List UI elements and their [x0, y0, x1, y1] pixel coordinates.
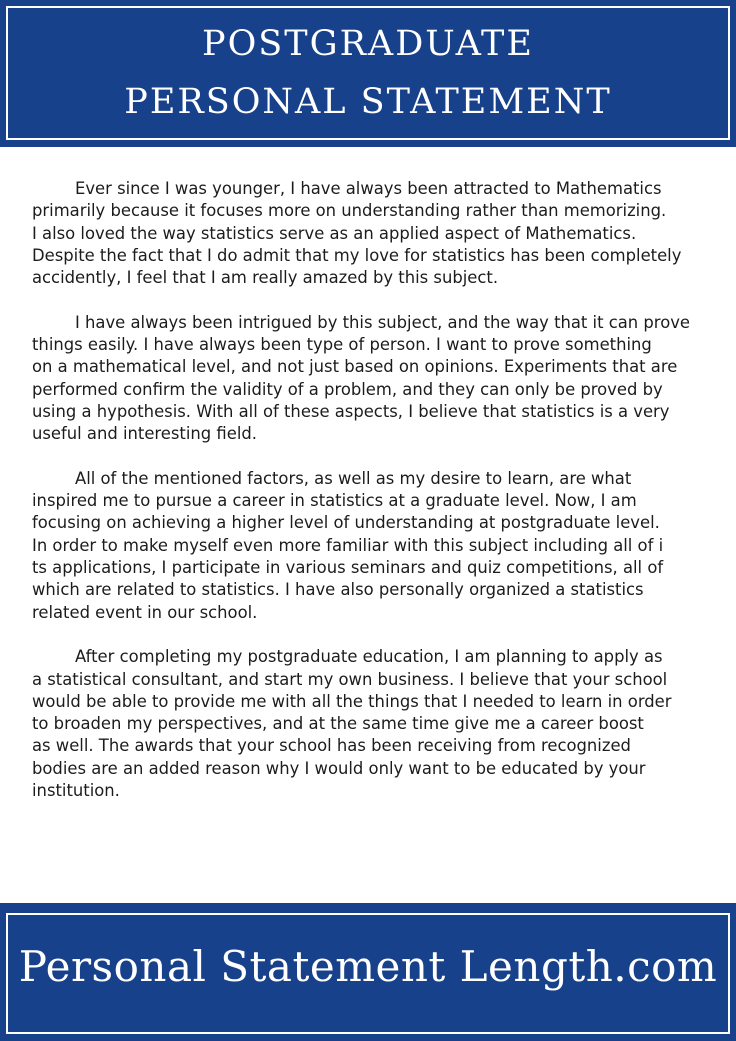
paragraph-line: Ever since I was younger, I have always been attracted to Mathematics [75, 179, 662, 198]
paragraph-line: useful and interesting field. [32, 424, 257, 444]
paragraph-line: to broaden my perspectives, and at the same time give me a career boost [32, 714, 644, 734]
page-title-line-2: PERSONAL STATEMENT [124, 82, 612, 122]
paragraph-line: focusing on achieving a higher level of understanding at postgraduate level. [32, 513, 660, 533]
paragraph-line: would be able to provide me with all the things that I needed to learn in order [32, 691, 672, 711]
paragraph-line: I also loved the way statistics serve as an applied aspect of Mathematics. [32, 223, 637, 243]
paragraph-line: bodies are an added reason why I would only want to be educated by your [32, 758, 646, 778]
paragraph-line: a statistical consultant, and start my own business. I believe that your school [32, 669, 668, 689]
paragraph-line: Despite the fact that I do admit that my love for statistics has been completely [32, 245, 682, 265]
paragraph-line: things easily. I have always been type of person. I want to prove something [32, 335, 652, 355]
header-banner [0, 0, 736, 147]
paragraph-3 [32, 468, 708, 624]
paragraph-line: performed confirm the validity of a problem, and they can only be proved by [32, 379, 663, 399]
paragraph-line: which are related to statistics. I have also personally organized a statistics [32, 580, 644, 600]
paragraph-line: In order to make myself even more familiar with this subject including all of i [32, 535, 664, 555]
paragraph-line: on a mathematical level, and not just based on opinions. Experiments that are [32, 357, 678, 377]
paragraph-line: I have always been intrigued by this subject, and the way that it can prove [75, 312, 691, 332]
paragraph-4 [32, 646, 708, 802]
site-name: Personal Statement Length.com [18, 942, 718, 991]
paragraph-line: ts applications, I participate in various seminars and quiz competitions, all of [32, 558, 664, 578]
paragraph-line: accidently, I feel that I am really amazed by this subject. [32, 268, 499, 288]
footer-banner [0, 903, 736, 1041]
paragraph-line: using a hypothesis. With all of these aspects, I believe that statistics is a very [32, 401, 670, 421]
paragraph-line: All of the mentioned factors, as well as my desire to learn, are what [75, 468, 632, 488]
paragraph-2 [32, 312, 708, 446]
paragraph-line: related event in our school. [32, 602, 258, 622]
page-title-line-1: POSTGRADUATE [202, 24, 534, 64]
paragraph-1 [32, 178, 708, 289]
paragraph-line: After completing my postgraduate education, I am planning to apply as [75, 647, 663, 667]
paragraph-line: primarily because it focuses more on understanding rather than memorizing. [32, 201, 667, 221]
paragraph-line: institution. [32, 781, 120, 801]
paragraph-line: as well. The awards that your school has been receiving from recognized [32, 736, 631, 756]
paragraph-line: inspired me to pursue a career in statistics at a graduate level. Now, I am [32, 491, 637, 511]
statement-body [32, 178, 708, 825]
